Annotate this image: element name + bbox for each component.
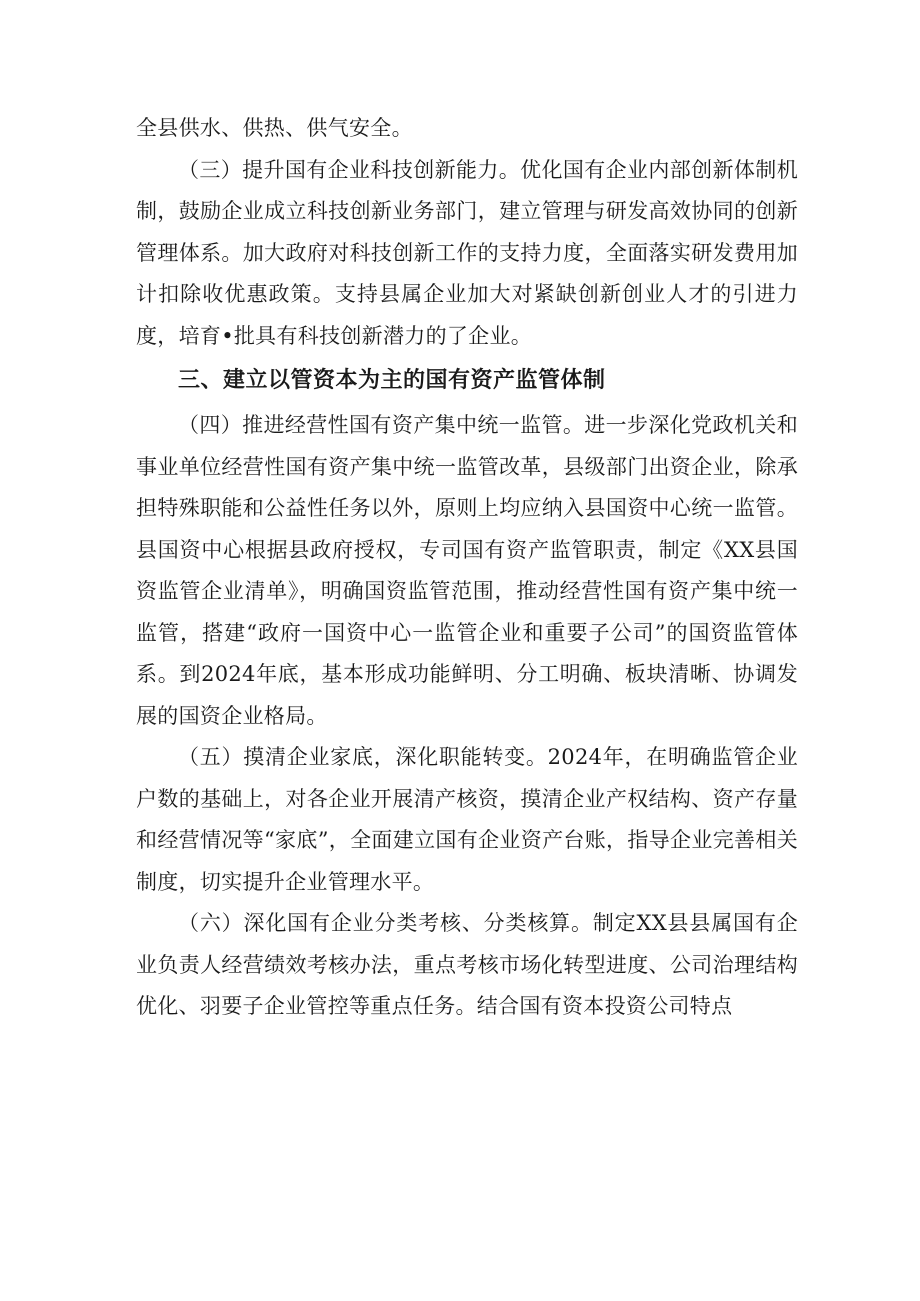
- paragraph-asset-inventory: （五）摸清企业家底，深化职能转变。2024年，在明确监管企业户数的基础上，对各企业开展清产核资，摸清企业产权结构、资产存量和经营情况等“家底”，全面建立国有企业资产台账，指导企业完善相关制度，切实提升企业管理水平。: [136, 745, 798, 894]
- section-heading-3: 三、建立以管资本为主的国有资产监管体制: [178, 368, 606, 393]
- document-page: [136, 108, 798, 1028]
- paragraph-continuation: 全县供水、供热、供气安全。: [136, 116, 413, 140]
- paragraph-tech-innovation: （三）提升国有企业科技创新能力。优化国有企业内部创新体制机制，鼓励企业成立科技创新业务部门，建立管理与研发高效协同的创新管理体系。加大政府对科技创新工作的支持力度，全面落实研发费用加计扣除收优惠政策。支持县属企业加大对紧缺创新创业人才的引进力度，培育•批具有科技创新潜力的了企业。: [136, 157, 798, 348]
- paragraph-classified-assessment: （六）深化国有企业分类考核、分类核算。制定XX县县属国有企业负责人经营绩效考核办法，重点考核市场化转型进度、公司治理结构优化、羽要子企业管控等重点任务。结合国有资本投资公司特点: [136, 911, 798, 1018]
- paragraph-unified-supervision: （四）推进经营性国有资产集中统一监管。进一步深化党政机关和事业单位经营性国有资产集中统一监管改革，县级部门出资企业，除承担特殊职能和公益性任务以外，原则上均应纳入县国资中心统一监管。县国资中心根据县政府授权，专司国有资产监管职责，制定《XX县国资监管企业清单》，明确国资监管范围，推动经营性国有资产集中统一监管，搭建“政府一国资中心一监管企业和重要子公司”的国资监管体系。到2024年底，基本形成功能鲜明、分工明确、板块清晰、协调发展的国资企业格局。: [136, 413, 798, 728]
